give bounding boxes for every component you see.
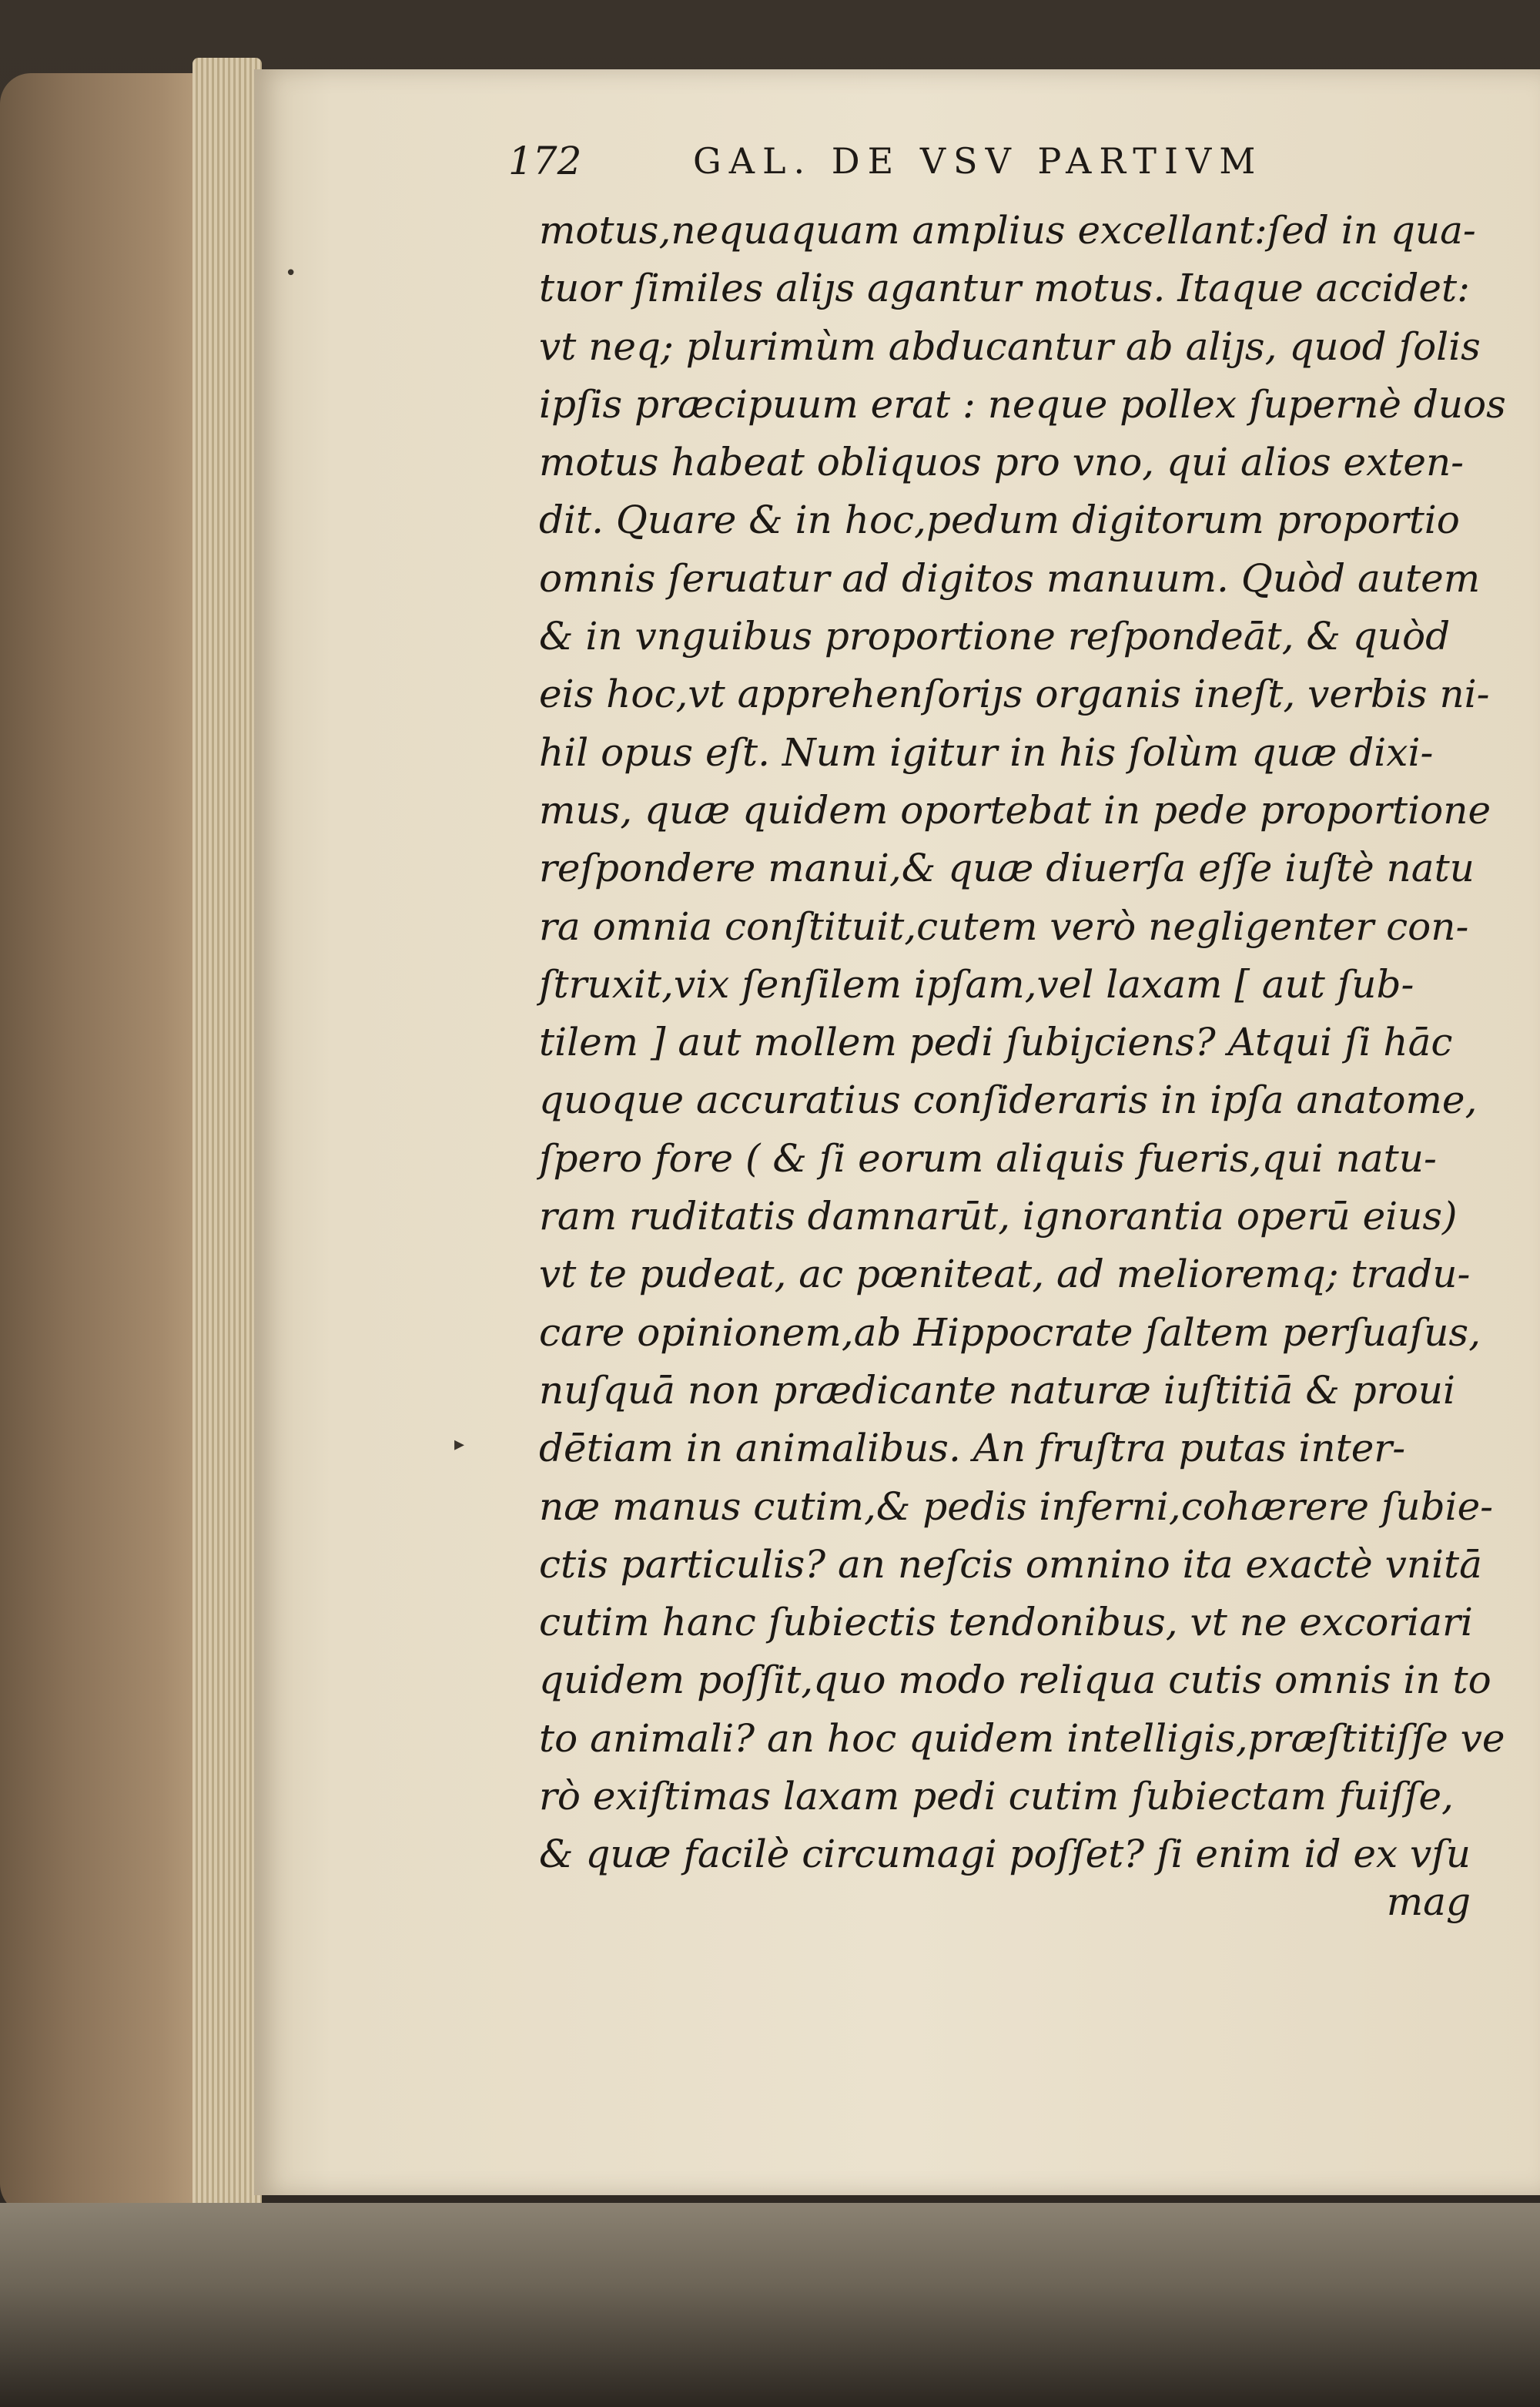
text-line: ipſis præcipuum erat : neque pollex ſupernè duos [539,381,1506,427]
text-line: vt te pudeat, ac pœniteat, ad melioremq; tradu- [539,1252,1471,1297]
body-text [539,202,1506,1884]
text-line: motus,nequaquam amplius excellant:ſed in qua- [539,208,1476,253]
text-line: cutim hanc ſubiectis tendonibus, vt ne excoriari [539,1600,1473,1645]
running-header [508,139,1432,193]
book-cover-bottom [0,2203,1540,2407]
margin-pointer-mark: ▸ [454,1433,465,1456]
text-line: to animali? an hoc quidem intelligis,præſtitiſſe ve [539,1715,1505,1761]
text-line: omnis ſeruatur ad digitos manuum. Quòd autem [539,555,1481,601]
text-line: ſtruxit,vix ſenſilem ipſam,vel laxam [ aut ſub- [539,961,1414,1007]
text-line: næ manus cutim,& pedis inferni,cohærere ſubie- [539,1483,1494,1529]
text-line: ram ruditatis damnarūt, ignorantia operū eius) [539,1194,1458,1239]
text-line: hil opus eſt. Num igitur in his ſolùm quæ dixi- [539,729,1434,775]
text-line: eis hoc,vt apprehenſoriȷs organis ineſt, verbis ni- [539,672,1490,717]
text-line: ſpero fore ( & ſi eorum aliquis fueris,qui natu- [539,1135,1437,1181]
text-line: mus, quæ quidem oportebat in pede proportione [539,787,1491,833]
text-line: quoque accuratius conſideraris in ipſa anatome, [539,1078,1478,1123]
text-line: quidem poſſit,quo modo reliqua cutis omnis in to [539,1658,1491,1703]
text-line: care opinionem,ab Hippocrate ſaltem perſuaſus, [539,1309,1481,1355]
text-line: nuſquā non prædicante naturæ iuſtitiā & proui [539,1367,1455,1413]
catchword: mag [1386,1879,1471,1924]
margin-dot: • [285,262,297,285]
text-line: rò exiſtimas laxam pedi cutim ſubiectam fuiſſe, [539,1774,1454,1819]
text-line: ra omnia conſtituit,cutem verò negligenter con- [539,903,1469,949]
text-line: ctis particulis? an neſcis omnino ita exactè vnitā [539,1541,1482,1587]
text-line: dit. Quare & in hoc,pedum digitorum proportio [539,498,1460,543]
text-line: tuor ſimiles aliȷs agantur motus. Itaque accidet: [539,266,1470,311]
page-number: 172 [508,139,582,183]
text-line: motus habeat obliquos pro vno, qui alios exten- [539,440,1465,485]
text-line: & in vnguibus proportione reſpondeāt, & quòd [539,614,1451,659]
page-edges [192,58,262,2214]
text-line: reſpondere manui,& quæ diuerſa eſſe iuſtè natu [539,846,1475,891]
text-line: tilem ] aut mollem pedi ſubiȷciens? Atqui ſi hāc [539,1020,1453,1065]
running-title: GAL. DE VSV PARTIVM [693,140,1264,182]
text-line: vt neq; plurimùm abducantur ab aliȷs, quod ſolis [539,324,1481,369]
text-line: & quæ facilè circumagi poſſet? ſi enim id ex vſu [539,1832,1471,1877]
text-line: dētiam in animalibus. An fruſtra putas inter- [539,1426,1406,1471]
